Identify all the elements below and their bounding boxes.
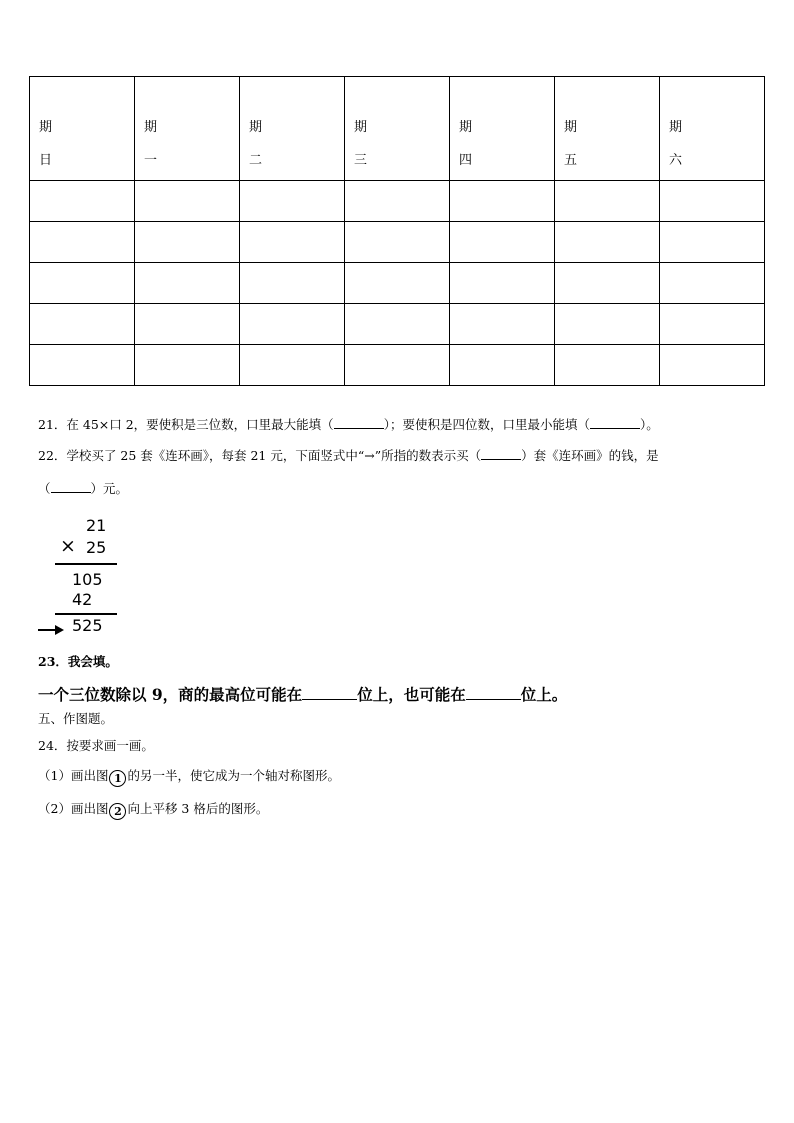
table-cell[interactable] [240,263,345,304]
table-cell[interactable] [660,263,765,304]
question-22-line2: （ ）元。 [38,481,129,496]
table-cell[interactable] [660,181,765,222]
table-row [30,222,765,263]
times-sign: × [60,535,76,557]
section-five-heading: 五、作图题。 [38,711,114,726]
calc-line-1 [55,563,117,565]
question-24-item-2: （2）画出图 2 向上平移 3 格后的图形。 [38,801,269,818]
header-cell-sun: 期 日 [30,77,135,181]
header-cell-thu: 期 四 [450,77,555,181]
table-cell[interactable] [240,304,345,345]
table-cell[interactable] [450,181,555,222]
table-cell[interactable] [345,222,450,263]
table-cell[interactable] [450,345,555,386]
question-21: 21．在 45×口 2，要使积是三位数，口里最大能填（ ）；要使积是四位数，口里最小能填（ ）。 [38,417,659,432]
answer-blank-23a[interactable] [302,684,357,700]
answer-blank-22b[interactable] [51,480,91,493]
header-cell-fri: 期 五 [555,77,660,181]
calc-line-2 [55,613,117,615]
figure-2-circle-icon: 2 [109,803,126,820]
table-row [30,181,765,222]
table-cell[interactable] [555,222,660,263]
table-row [30,304,765,345]
arrow-right-icon [37,623,65,637]
table-cell[interactable] [30,304,135,345]
table-header-row [30,77,765,181]
header-cell-tue: 期 二 [240,77,345,181]
table-cell[interactable] [135,222,240,263]
table-cell[interactable] [30,345,135,386]
table-cell[interactable] [240,181,345,222]
table-cell[interactable] [345,263,450,304]
table-row [30,263,765,304]
table-cell[interactable] [135,345,240,386]
partial-product-1: 105 [72,570,103,589]
question-22: 22．学校买了 25 套《连环画》，每套 21 元，下面竖式中“→”所指的数表示买（ ）套《连环画》的钱，是 [38,448,659,463]
table-cell[interactable] [555,345,660,386]
table-cell[interactable] [240,222,345,263]
header-cell-sat: 期 六 [660,77,765,181]
table-cell[interactable] [660,222,765,263]
table-cell[interactable] [555,263,660,304]
calendar-table [29,76,765,386]
table-cell[interactable] [240,345,345,386]
answer-blank-23b[interactable] [466,684,521,700]
multiplicand: 21 [86,516,107,535]
table-cell[interactable] [135,263,240,304]
table-cell[interactable] [30,263,135,304]
table-cell[interactable] [135,304,240,345]
header-cell-mon: 期 一 [135,77,240,181]
answer-blank-22a[interactable] [481,447,521,460]
table-cell[interactable] [135,181,240,222]
question-24-title: 24．按要求画一画。 [38,738,154,753]
product-result: 525 [72,616,103,635]
table-cell[interactable] [660,345,765,386]
question-23-title: 23．我会填。 [38,654,118,669]
table-cell[interactable] [450,222,555,263]
table-cell[interactable] [345,304,450,345]
figure-1-circle-icon: 1 [109,770,126,787]
answer-blank-21b[interactable] [590,416,640,429]
table-cell[interactable] [345,181,450,222]
multiplier: 25 [86,538,107,557]
table-cell[interactable] [660,304,765,345]
question-24-item-1: （1）画出图 1 的另一半，使它成为一个轴对称图形。 [38,768,340,785]
table-cell[interactable] [555,181,660,222]
header-cell-wed: 期 三 [345,77,450,181]
answer-blank-21a[interactable] [334,416,384,429]
table-cell[interactable] [30,181,135,222]
table-cell[interactable] [555,304,660,345]
table-cell[interactable] [30,222,135,263]
table-row [30,345,765,386]
question-23: 一个三位数除以 9，商的最高位可能在 位上，也可能在 位上。 [38,685,568,704]
table-cell[interactable] [345,345,450,386]
table-cell[interactable] [450,263,555,304]
table-cell[interactable] [450,304,555,345]
partial-product-2: 42 [72,590,93,609]
